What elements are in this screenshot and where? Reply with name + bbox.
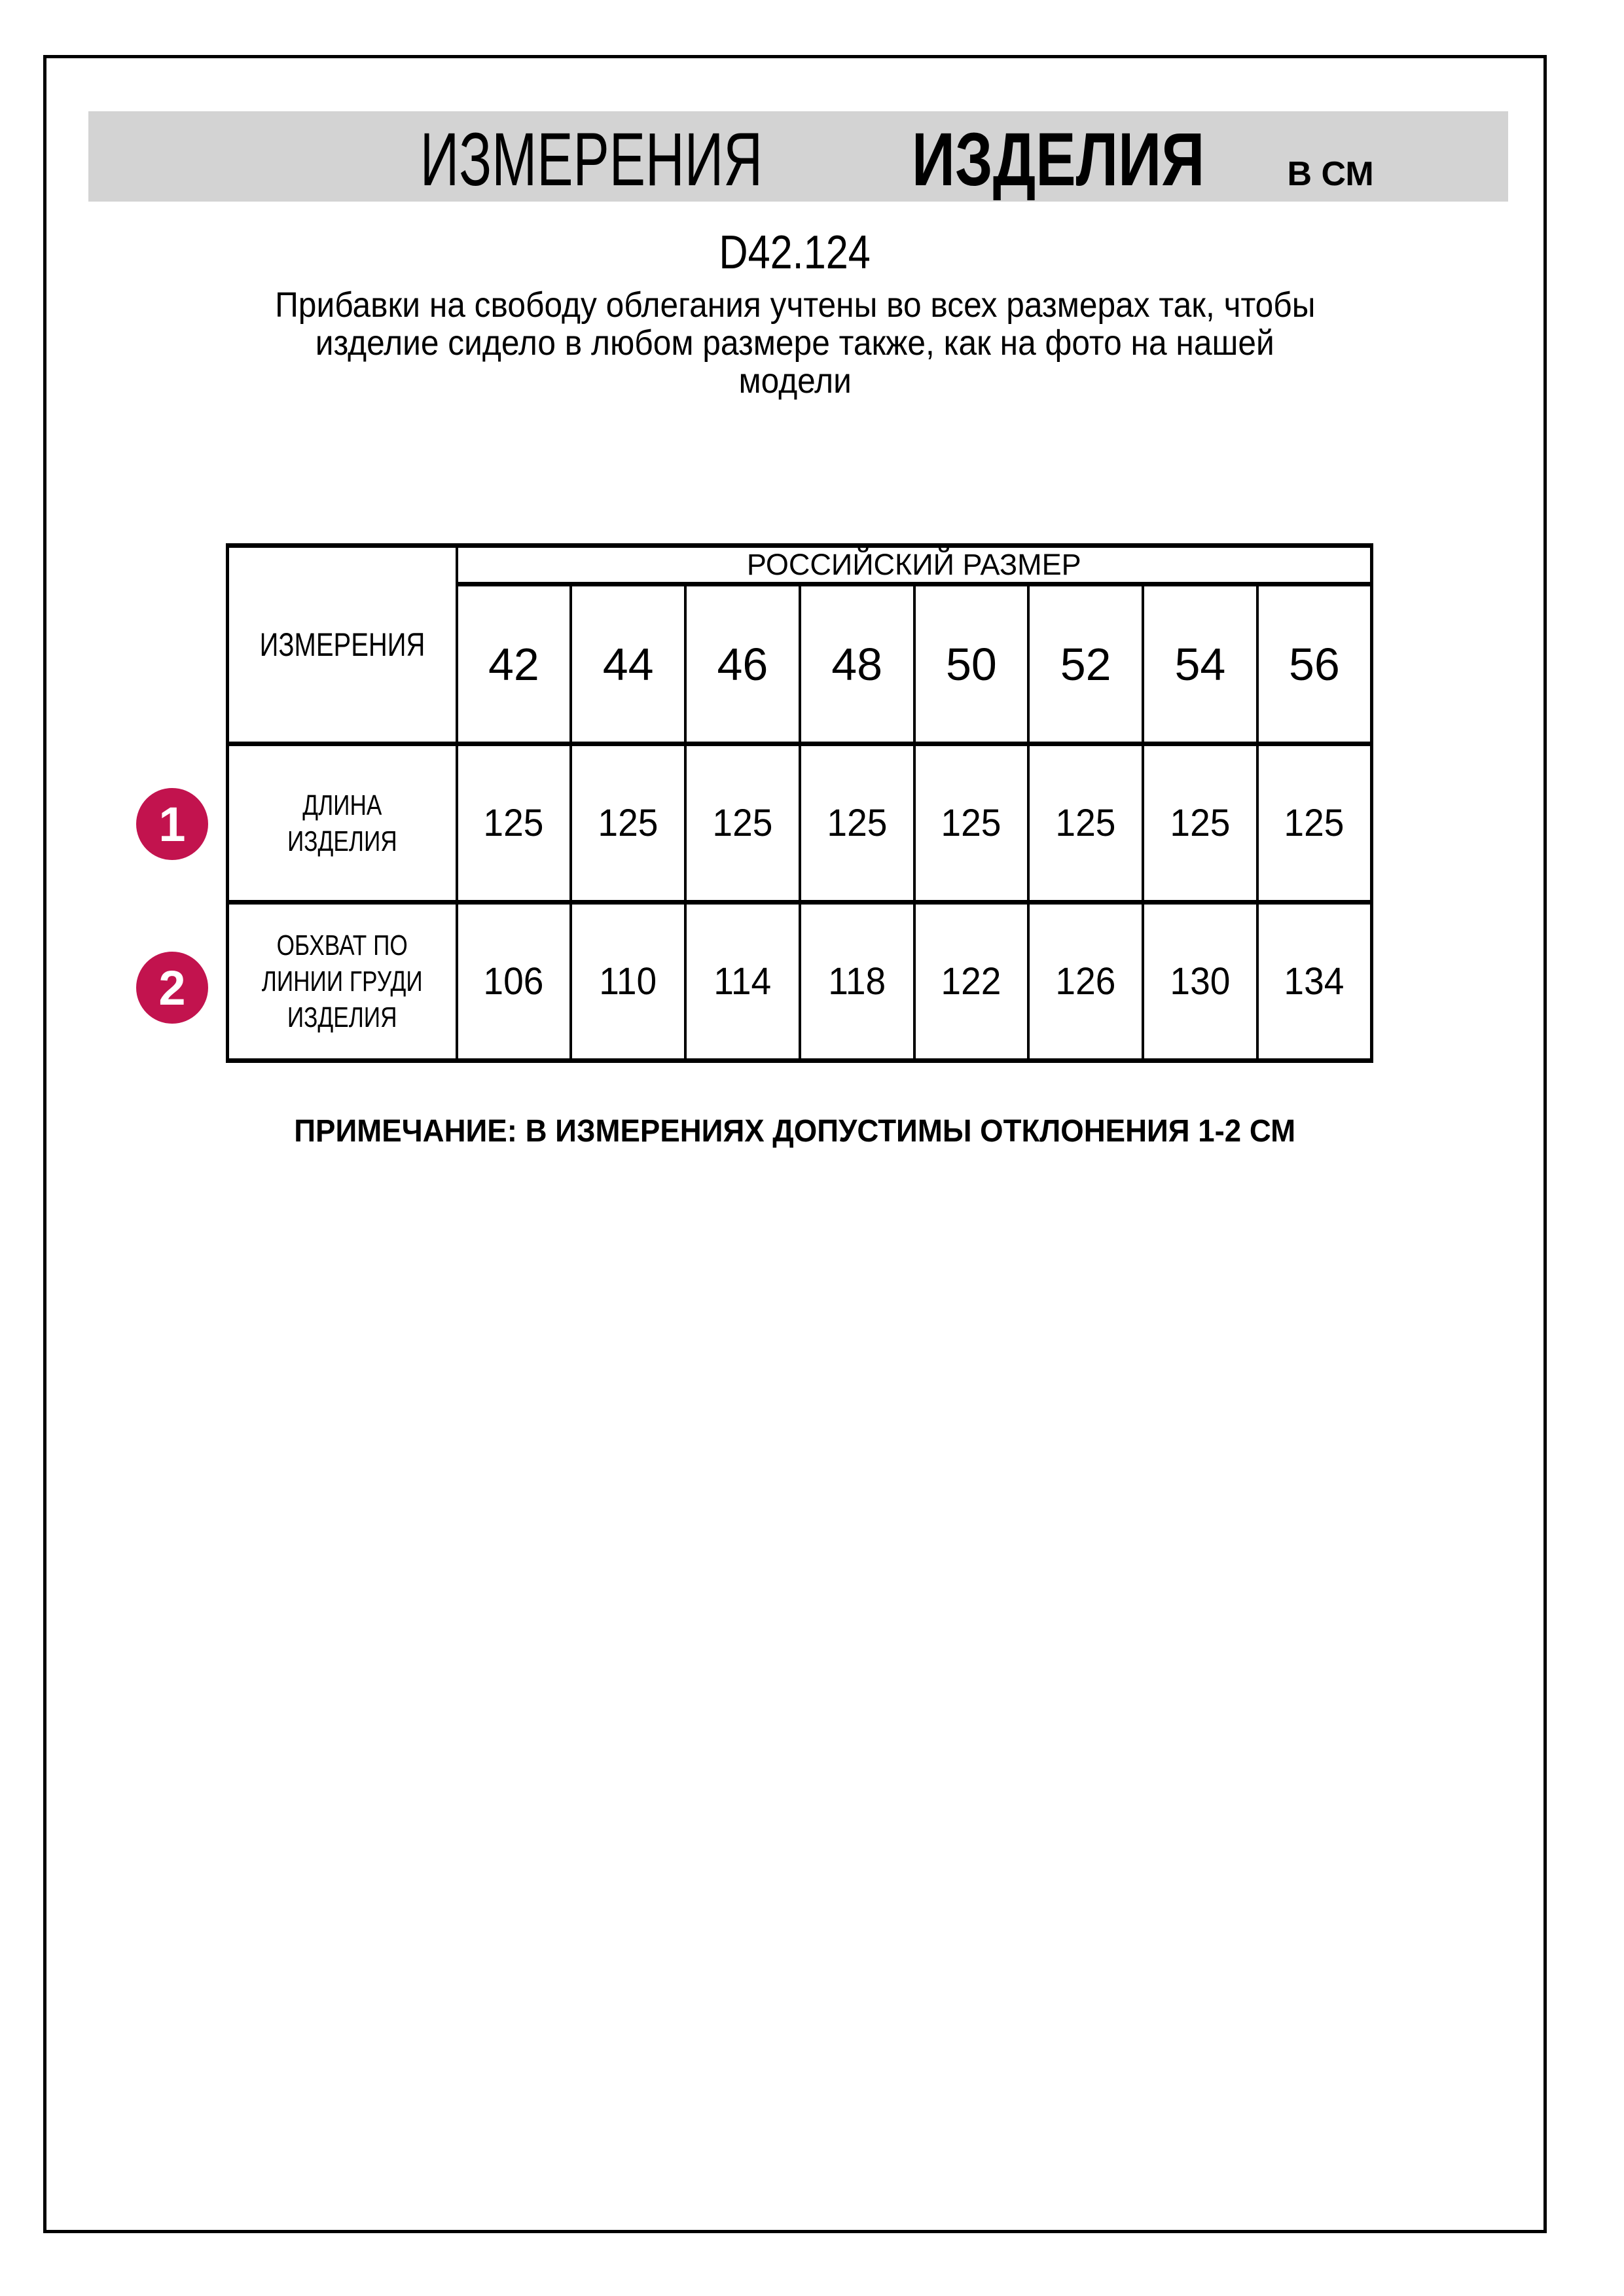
title-band <box>88 111 1508 202</box>
value-cell: 125 <box>457 744 571 903</box>
row-label-chest-line-1: ОБХВАТ ПО <box>276 929 408 961</box>
row-label-chest-line-3: ИЗДЕЛИЯ <box>287 1001 397 1033</box>
row-marker-1 <box>136 788 208 860</box>
size-table-container <box>226 543 1373 1063</box>
product-code-text: D42.124 <box>719 226 871 279</box>
row-label-chest-line-2: ЛИНИИ ГРУДИ <box>261 965 423 997</box>
value-cell: 125 <box>685 744 800 903</box>
row-marker-1-number: 1 <box>158 797 186 852</box>
value-cell: 125 <box>571 744 685 903</box>
value-cell: 134 <box>1257 903 1372 1061</box>
size-group-header-label: РОССИЙСКИЙ РАЗМЕР <box>746 548 1081 581</box>
note-text: ПРИМЕЧАНИЕ: В ИЗМЕРЕНИЯХ ДОПУСТИМЫ ОТКЛОНЕНИЯ 1-2 СМ <box>294 1114 1296 1149</box>
intro-line-3: модели <box>738 361 852 401</box>
value-cell: 125 <box>800 744 914 903</box>
row-label-length-line-1: ДЛИНА <box>302 789 382 821</box>
value-cell: 125 <box>1143 744 1257 903</box>
row-marker-2 <box>136 952 208 1024</box>
value-cell: 125 <box>1257 744 1372 903</box>
page-border-frame <box>43 55 1547 2233</box>
intro-line-1: Прибавки на свободу облегания учтены во всех размерах так, чтобы <box>274 285 1316 325</box>
size-cell-44: 44 <box>571 584 685 744</box>
size-cell-48: 48 <box>800 584 914 744</box>
size-cell-54: 54 <box>1143 584 1257 744</box>
size-cell-56: 56 <box>1257 584 1372 744</box>
size-table <box>226 543 1373 1063</box>
value-cell: 118 <box>800 903 914 1061</box>
title-word-product: ИЗДЕЛИЯ <box>912 118 1205 202</box>
size-group-header-row <box>228 546 1372 584</box>
size-cell-50: 50 <box>914 584 1029 744</box>
value-cell: 130 <box>1143 903 1257 1061</box>
measurements-corner-cell <box>228 546 457 744</box>
value-cell: 106 <box>457 903 571 1061</box>
size-cell-46: 46 <box>685 584 800 744</box>
title-unit-cm: В СМ <box>1287 155 1374 193</box>
row-label-length <box>228 744 457 903</box>
row-marker-2-number: 2 <box>158 960 186 1015</box>
value-cell: 125 <box>1028 744 1143 903</box>
title-word-measurements: ИЗМЕРЕНИЯ <box>420 118 763 202</box>
size-group-header-cell <box>457 546 1372 584</box>
row-label-length-line-2: ИЗДЕЛИЯ <box>287 825 397 857</box>
table-row-chest <box>228 903 1372 1061</box>
product-code <box>46 226 1543 279</box>
measurements-corner-label: ИЗМЕРЕНИЯ <box>259 626 425 663</box>
value-cell: 114 <box>685 903 800 1061</box>
value-cell: 126 <box>1028 903 1143 1061</box>
intro-line-2: изделие сидело в любом размере также, как на фото на нашей <box>315 323 1275 363</box>
intro-paragraph <box>46 286 1543 400</box>
table-row-length <box>228 744 1372 903</box>
value-cell: 122 <box>914 903 1029 1061</box>
row-label-chest <box>228 903 457 1061</box>
size-cell-42: 42 <box>457 584 571 744</box>
value-cell: 110 <box>571 903 685 1061</box>
value-cell: 125 <box>914 744 1029 903</box>
size-cell-52: 52 <box>1028 584 1143 744</box>
